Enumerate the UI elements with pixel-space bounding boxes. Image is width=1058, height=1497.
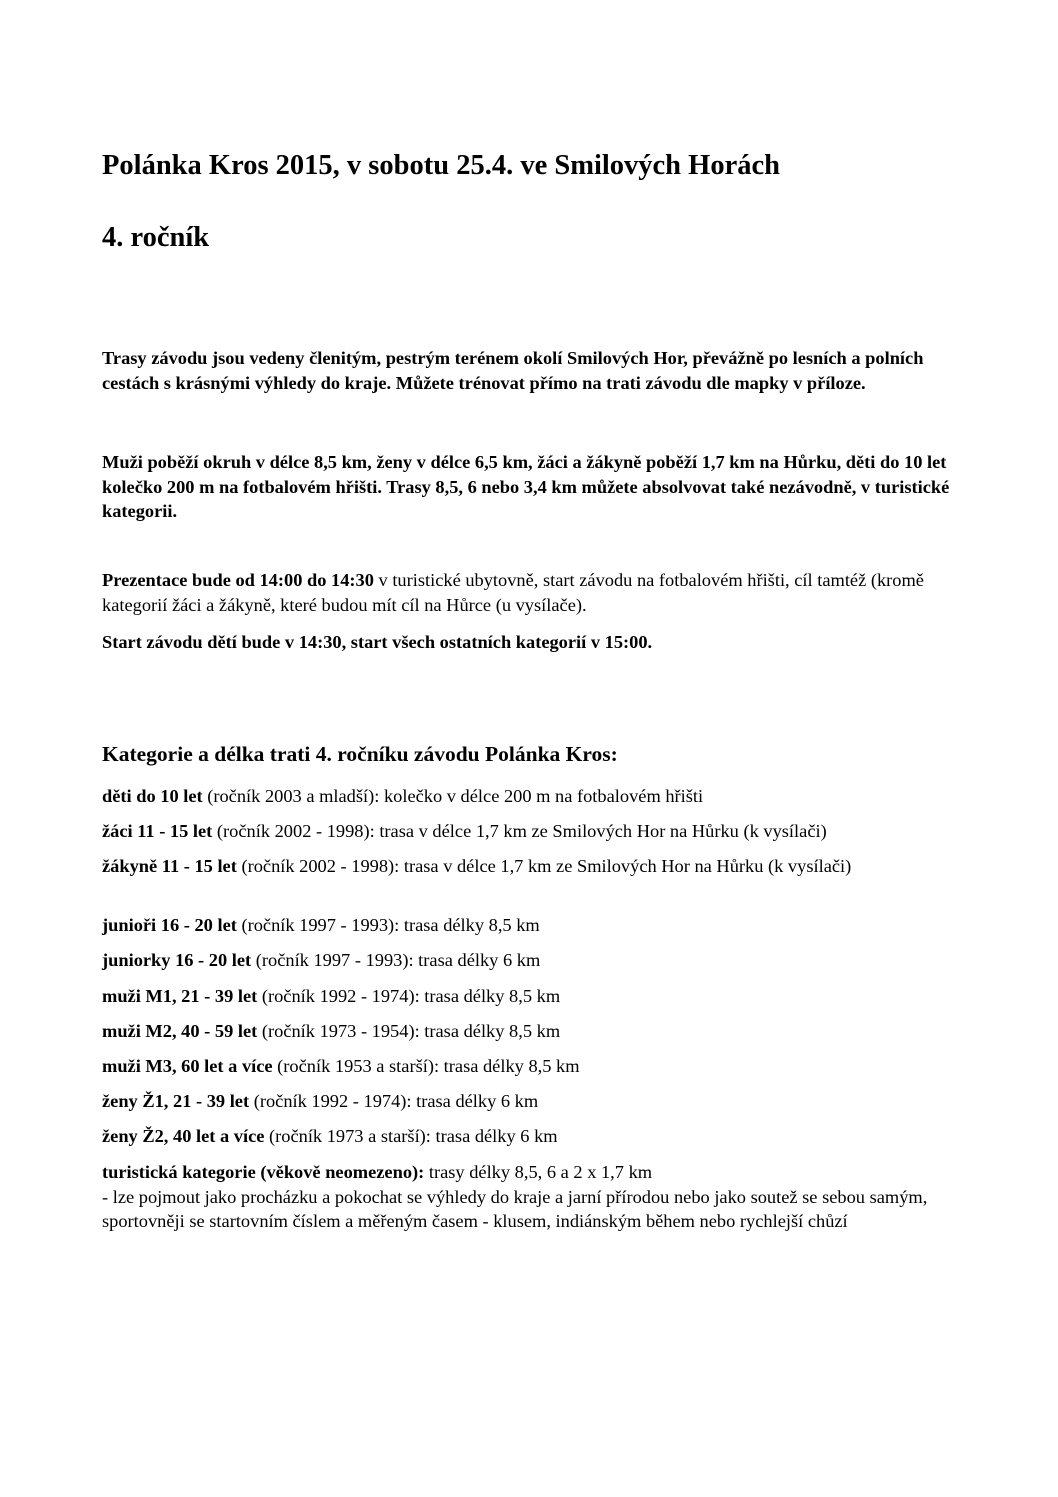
category-detail: (ročník 1973 a starší): trasa délky 6 km: [264, 1126, 558, 1146]
category-name: žákyně 11 - 15 let: [102, 856, 237, 876]
category-name: děti do 10 let: [102, 786, 203, 806]
category-item: [102, 1054, 962, 1079]
document-title: Polánka Kros 2015, v sobotu 25.4. ve Smilových Horách: [102, 150, 780, 181]
registration-time: Prezentace bude od 14:00 do 14:30: [102, 570, 374, 590]
category-detail: (ročník 1997 - 1993): trasa délky 8,5 km: [236, 915, 540, 935]
registration-paragraph: [102, 568, 962, 617]
category-detail: (ročník 1997 - 1993): trasa délky 6 km: [251, 950, 541, 970]
category-name: junioři 16 - 20 let: [102, 915, 237, 935]
registration-details: v turistické ubytovně, start závodu na fotbalovém hřišti, cíl tamtéž (kromě kategorií žáci a žákyně, které budou mít cíl na Hůrce (u vysílače).: [102, 570, 924, 615]
category-detail: trasy délky 8,5, 6 a 2 x 1,7 km: [424, 1162, 653, 1182]
category-note: - lze pojmout jako procházku a pokochat se výhledy do kraje a jarní přírodou nebo jako soutež se sebou samým, sportovněji se startovním číslem a měřeným časem - klusem, indiánským během nebo rychlejší chůzí: [102, 1186, 928, 1231]
category-item: [102, 819, 962, 844]
categories-heading: Kategorie a délka trati 4. ročníku závodu Polánka Kros:: [102, 742, 618, 766]
category-item: [102, 948, 962, 973]
category-name: juniorky 16 - 20 let: [102, 950, 252, 970]
start-paragraph: Start závodu dětí bude v 14:30, start všech ostatních kategorií v 15:00.: [102, 632, 653, 652]
category-name: ženy Ž2, 40 let a více: [102, 1126, 265, 1146]
category-item: [102, 984, 962, 1009]
category-name: muži M1, 21 - 39 let: [102, 986, 258, 1006]
category-item: [102, 1160, 962, 1234]
category-detail: (ročník 1992 - 1974): trasa délky 8,5 km: [257, 986, 561, 1006]
category-name: ženy Ž1, 21 - 39 let: [102, 1091, 250, 1111]
category-item: [102, 784, 962, 809]
category-item: [102, 1124, 962, 1149]
route-paragraph: Trasy závodu jsou vedeny členitým, pestrým terénem okolí Smilových Hor, převážně po lesních a polních cestách s krásnými výhledy do kraje. Můžete trénovat přímo na trati závodu dle mapky v příloze.: [102, 348, 924, 393]
edition-heading: 4. ročník: [102, 222, 210, 253]
category-detail: (ročník 2003 a mladší): kolečko v délce 200 m na fotbalovém hřišti: [202, 786, 704, 806]
category-detail: (ročník 1992 - 1974): trasa délky 6 km: [249, 1091, 539, 1111]
distances-paragraph: Muži poběží okruh v délce 8,5 km, ženy v délce 6,5 km, žáci a žákyně poběží 1,7 km na Hůrku, děti do 10 let kolečko 200 m na fotbalovém hřišti. Trasy 8,5, 6 nebo 3,4 km můžete absolvovat také nezávodně, v turistické kategorii.: [102, 452, 950, 521]
category-detail: (ročník 2002 - 1998): trasa v délce 1,7 km ze Smilových Hor na Hůrku (k vysílači): [212, 821, 827, 841]
category-item: [102, 1019, 962, 1044]
category-item: [102, 1089, 962, 1114]
category-detail: (ročník 1953 a starší): trasa délky 8,5 km: [272, 1056, 580, 1076]
category-item: [102, 854, 962, 879]
category-name: žáci 11 - 15 let: [102, 821, 213, 841]
category-name: muži M3, 60 let a více: [102, 1056, 273, 1076]
category-name: muži M2, 40 - 59 let: [102, 1021, 258, 1041]
category-detail: (ročník 2002 - 1998): trasa v délce 1,7 km ze Smilových Hor na Hůrku (k vysílači): [236, 856, 852, 876]
category-item: [102, 913, 962, 938]
category-name: turistická kategorie (věkově neomezeno):: [102, 1162, 425, 1182]
category-detail: (ročník 1973 - 1954): trasa délky 8,5 km: [257, 1021, 561, 1041]
